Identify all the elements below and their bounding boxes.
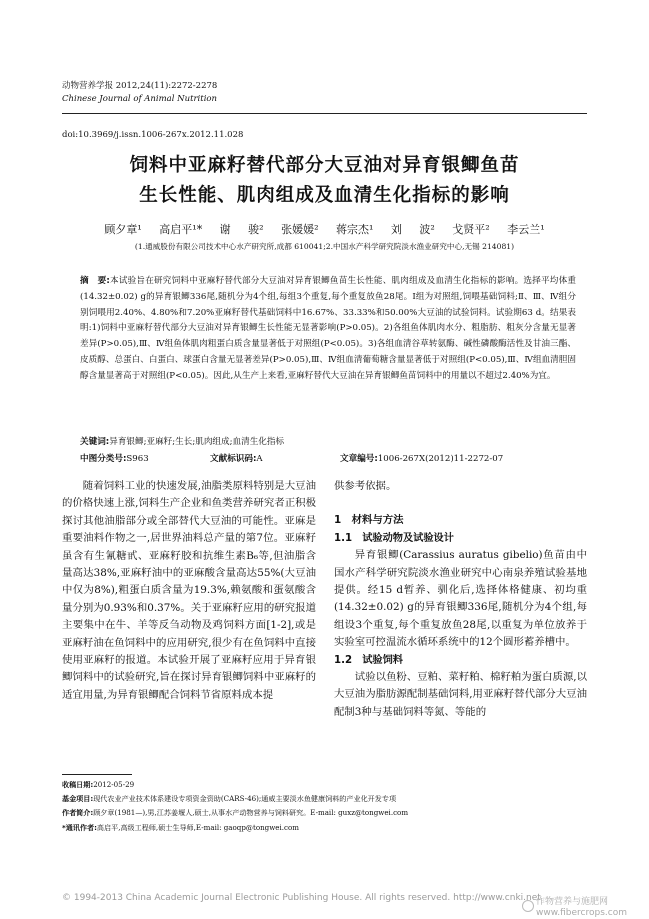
copyright-line: © 1994-2013 China Academic Journal Electronic Publishing House. All rights reserved. http://www.cnki.net bbox=[62, 893, 541, 903]
body-left-column bbox=[62, 478, 316, 704]
author-list: 顾夕章¹ 高启平¹* 谢 骏² 张媛媛² 蒋宗杰¹ 刘 波² 戈贤平² 李云兰¹ bbox=[104, 223, 545, 236]
subsection-heading-diets: 1.2 试验饲料 bbox=[334, 654, 403, 666]
intro-paragraph: 随着饲料工业的快速发展,油脂类原料特别是大豆油的价格快速上涨,饲料生产企业和鱼类营养研究者正积极探讨其他油脂部分或全部替代大豆油的可能性。亚麻是重要油料作物之一,居世界油料总产量的第7位。亚麻籽虽含有生氰糖甙、亚麻籽胶和抗维生素B₆等,但油脂含量高达38%,亚麻籽油中的亚麻酸含量高达55%(大豆油中仅为8%),粗蛋白质含量为19.3%,赖氨酸和蛋氨酸含量分别为0.93%和0.37%。关于亚麻籽应用的研究报道主要集中在牛、羊等反刍动物及鸡饲料方面[1-2],或是亚麻籽油在鱼饲料中的应用研究,很少有在鱼饲料中直接使用亚麻籽的报道。本试验开展了亚麻籽应用于异育银鲫饲料中的试验研究,旨在探讨异育银鲫饲料中亚麻籽的适宜用量,为异育银鲫配合饲料节省原料成本提 bbox=[62, 480, 316, 701]
article-no-value: 1006-267X(2012)11-2272-07 bbox=[377, 454, 504, 464]
journal-header bbox=[62, 80, 217, 106]
corr-label: *通讯作者: bbox=[62, 822, 97, 832]
watermark-line-2: www.fibercrops.com bbox=[536, 908, 627, 918]
watermark-logo-icon bbox=[522, 900, 534, 912]
subsection-heading-animals: 1.1 试验动物及试验设计 bbox=[334, 532, 454, 544]
footnote-author-bio bbox=[62, 806, 587, 820]
clc-value: S963 bbox=[126, 454, 149, 464]
intro-continuation: 供参考依据。 bbox=[334, 480, 397, 492]
fund-label: 基金项目: bbox=[62, 794, 94, 804]
abstract-text: 本试验旨在研究饲料中亚麻籽替代部分大豆油对异育银鲫鱼苗生长性能、肌肉组成及血清生化指标的影响。选择平均体重(14.32±0.02) g的异育银鲫336尾,随机分为4个组,每组3个重复,每个重复放鱼28尾。Ⅰ组为对照组,饲喂基础饲料;Ⅱ、Ⅲ、Ⅳ组分别饲喂用2.40%、4.80%和7.20%亚麻籽替代基础饲料中16.67%、33.33%和50.00%大豆油的试验饲料。试验期63 d。结果表明:1)饲料中亚麻籽替代部分大豆油对异育银鲫生长性能无显著影响(P>0.05)。2)各组鱼体肌肉水分、粗脂肪、粗灰分含量无显著差异(P>0.05),Ⅲ、Ⅳ组鱼体肌肉粗蛋白质含量显著低于对照组(P<0.05)。3)各组血清谷草转氨酶、碱性磷酸酶活性及甘油三酯、皮质醇、总蛋白、白蛋白、球蛋白含量无显著差异(P>0.05),Ⅲ、Ⅳ组血清葡萄糖含量显著低于对照组(P<0.05),Ⅲ、Ⅳ组血清胆固醇含量显著高于对照组(P<0.05)。因此,从生产上来看,亚麻籽替代大豆油在异育银鲫鱼苗饲料中的用量以不超过2.40%为宜。 bbox=[80, 276, 576, 381]
clc-label: 中图分类号: bbox=[80, 454, 127, 464]
affiliation: (1.通威股份有限公司技术中心水产研究所,成都 610041;2.中国水产科学研究院淡水渔业研究中心,无锡 214081) bbox=[134, 242, 515, 251]
title-line-2: 生长性能、肌肉组成及血清生化指标的影响 bbox=[139, 185, 510, 206]
watermark-line-1: 作物营养与施肥网 bbox=[536, 897, 609, 907]
doi[interactable]: doi:10.3969/j.issn.1006-267x.2012.11.028 bbox=[62, 130, 244, 140]
abstract bbox=[80, 274, 576, 385]
section-heading-methods: 1 材料与方法 bbox=[334, 514, 404, 527]
keywords-text: 异育银鲫;亚麻籽;生长;肌肉组成;血清生化指标 bbox=[109, 437, 285, 447]
diets-paragraph: 试验以鱼粉、豆粕、菜籽粕、棉籽粕为蛋白质源,以大豆油为脂肪源配制基础饲料,用亚麻籽替代部分大豆油配制3种与基础饲料等氮、等能的 bbox=[334, 671, 587, 718]
watermark bbox=[536, 897, 627, 919]
fund-value: 现代农业产业技术体系建设专项资金资助(CARS-46);通威主要淡水鱼健康饲料的产业化开发专项 bbox=[93, 794, 397, 804]
header-rule bbox=[62, 113, 587, 114]
bio-label: 作者简介: bbox=[62, 808, 94, 818]
footnote-received bbox=[62, 778, 587, 792]
journal-en-line: Chinese Journal of Animal Nutrition bbox=[62, 94, 218, 104]
journal-cn-line: 动物营养学报 2012,24(11):2272-2278 bbox=[62, 81, 218, 91]
footnote-corresponding bbox=[62, 821, 587, 835]
keywords bbox=[80, 435, 284, 447]
keywords-label: 关键词: bbox=[80, 437, 110, 447]
animals-paragraph: 异育银鲫(Carassius auratus gibelio)鱼苗由中国水产科学研究院淡水渔业研究中心南泉养殖试验基地提供。经15 d暂养、驯化后,选择体格健康、初均重(14.32±0.02) g的异育银鲫336尾,随机分为4个组,每组设3个重复,每个重复放鱼28尾,以重复为单位放养于实验室可控温流水循环系统中的12个圆形蓄养槽中。 bbox=[334, 549, 587, 649]
received-value: 2012-05-29 bbox=[93, 780, 135, 789]
title-line-1: 饲料中亚麻籽替代部分大豆油对异育银鲫鱼苗 bbox=[129, 155, 520, 176]
abstract-label: 摘 要: bbox=[80, 276, 110, 286]
footnotes bbox=[62, 778, 587, 835]
article-no-label: 文章编号: bbox=[340, 454, 378, 464]
corr-value: 高启平,高级工程师,硕士生导师,E-mail: gaoqp@tongwei.com bbox=[96, 822, 299, 832]
bio-value: 顾夕章(1981—),男,江苏姜堰人,硕士,从事水产动物营养与饲料研究。E-mail: guxz@tongwei.com bbox=[93, 808, 409, 818]
received-label: 收稿日期: bbox=[62, 780, 94, 789]
doc-code-label: 文献标识码: bbox=[210, 454, 257, 464]
footnote-fund bbox=[62, 792, 587, 806]
footnote-rule bbox=[62, 774, 132, 775]
doc-code-value: A bbox=[256, 454, 263, 464]
body-right-column bbox=[334, 478, 587, 721]
